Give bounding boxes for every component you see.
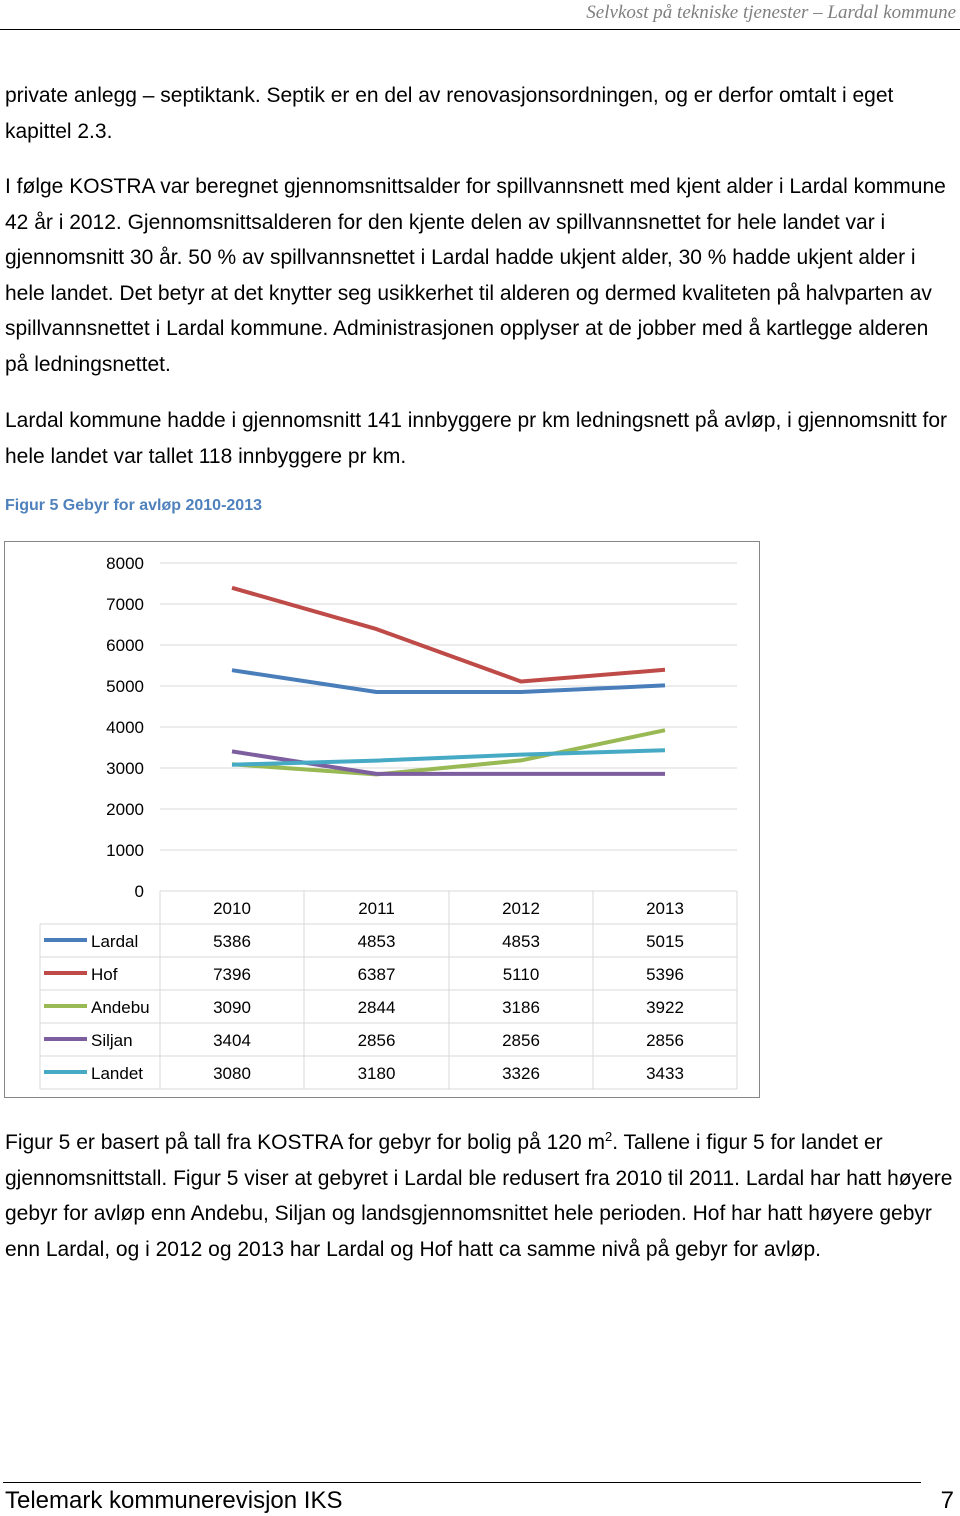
data-label-lardal-2013: 5015 [646,932,684,951]
y-tick-label-0: 0 [134,882,144,901]
legend-label-landet: Landet [91,1064,143,1083]
paragraph-density: Lardal kommune hadde i gjennomsnitt 141 innbyggere pr km ledningsnett på avløp, i gjennomsnitt for hele landet var tallet 118 innbyggere pr km. [5,409,948,468]
page-number: 7 [940,1487,954,1514]
data-label-lardal-2011: 4853 [357,932,396,951]
data-label-andebu-2013: 3922 [646,998,684,1017]
data-label-andebu-2012: 3186 [502,998,540,1017]
data-label-landet-2010: 3080 [213,1064,251,1083]
y-tick-label-4000: 4000 [106,718,144,737]
data-label-hof-2011: 6387 [357,965,396,984]
paragraph-figure-notes [5,1125,955,1267]
fee-chart [4,541,760,1098]
y-tick-label-3000: 3000 [106,759,144,778]
notes-text-a: Figur 5 er basert på tall fra KOSTRA for gebyr for bolig på 120 m [5,1131,605,1154]
y-tick-label-7000: 7000 [106,595,144,614]
data-label-hof-2012: 5110 [502,965,540,984]
data-label-lardal-2012: 4853 [502,932,540,951]
y-tick-label-1000: 1000 [106,841,144,860]
data-label-lardal-2010: 5386 [213,932,251,951]
notes-text-b: . Tallene i figur 5 for landet er gjennomsnittstall. Figur 5 viser at gebyret i Lardal ble redusert fra 2010 til 2011. Lardal har hatt høyere gebyr for avløp enn Andebu, Siljan og landsgjennomsnittet hele perioden. Hof har hatt høyere gebyr enn Lardal, og i 2012 og 2013 har Lardal og Hof hatt ca samme nivå på gebyr for avløp. [5,1131,953,1261]
paragraph-septik: private anlegg – septiktank. Septik er en del av renovasjonsordningen, og er derfor omtalt i eget kapittel 2.3. [5,84,894,143]
data-label-hof-2010: 7396 [213,965,251,984]
x-category-2012: 2012 [502,899,540,918]
data-label-andebu-2010: 3090 [213,998,251,1017]
paragraph-age: I følge KOSTRA var beregnet gjennomsnittsalder for spillvannsnett med kjent alder i Lardal kommune 42 år i 2012. Gjennomsnittsalderen for den kjente delen av spillvannsnettet for hele landet var i gjennomsnitt 30 år. 50 % av spillvannsnettet i Lardal hadde ukjent alder, 30 % hadde ukjent alder i hele landet. Det betyr at det knytter seg usikkerhet til alderen og dermed kvaliteten på halvparten av spillvannsnettet i Lardal kommune. Administrasjonen opplyser at de jobber med å kartlegge alderen på ledningsnettet. [5,175,946,376]
legend-label-siljan: Siljan [91,1031,133,1050]
y-tick-label-6000: 6000 [106,636,144,655]
data-label-siljan-2012: 2856 [502,1031,540,1050]
header-divider [0,29,960,30]
data-label-andebu-2011: 2844 [357,998,396,1017]
data-label-siljan-2010: 3404 [213,1031,251,1050]
legend-label-hof: Hof [91,965,118,984]
chart-canvas [4,541,760,1098]
legend-label-andebu: Andebu [91,998,150,1017]
footer-org: Telemark kommunerevisjon IKS [5,1487,343,1514]
data-label-landet-2011: 3180 [357,1064,396,1083]
data-label-hof-2013: 5396 [646,965,684,984]
y-tick-label-2000: 2000 [106,800,144,819]
x-category-2013: 2013 [646,899,684,918]
y-tick-label-5000: 5000 [106,677,144,696]
data-label-siljan-2011: 2856 [357,1031,396,1050]
running-header: Selvkost på tekniske tjenester – Lardal kommune [586,2,956,23]
data-label-landet-2012: 3326 [502,1064,540,1083]
notes-superscript: 2 [604,1129,613,1144]
y-tick-label-8000: 8000 [106,554,144,573]
data-label-landet-2013: 3433 [646,1064,684,1083]
footer-divider [3,1482,921,1483]
figure-caption: Figur 5 Gebyr for avløp 2010-2013 [5,497,262,514]
data-label-siljan-2013: 2856 [646,1031,684,1050]
legend-label-lardal: Lardal [91,932,139,951]
x-category-2011: 2011 [358,899,395,918]
x-category-2010: 2010 [213,899,251,918]
